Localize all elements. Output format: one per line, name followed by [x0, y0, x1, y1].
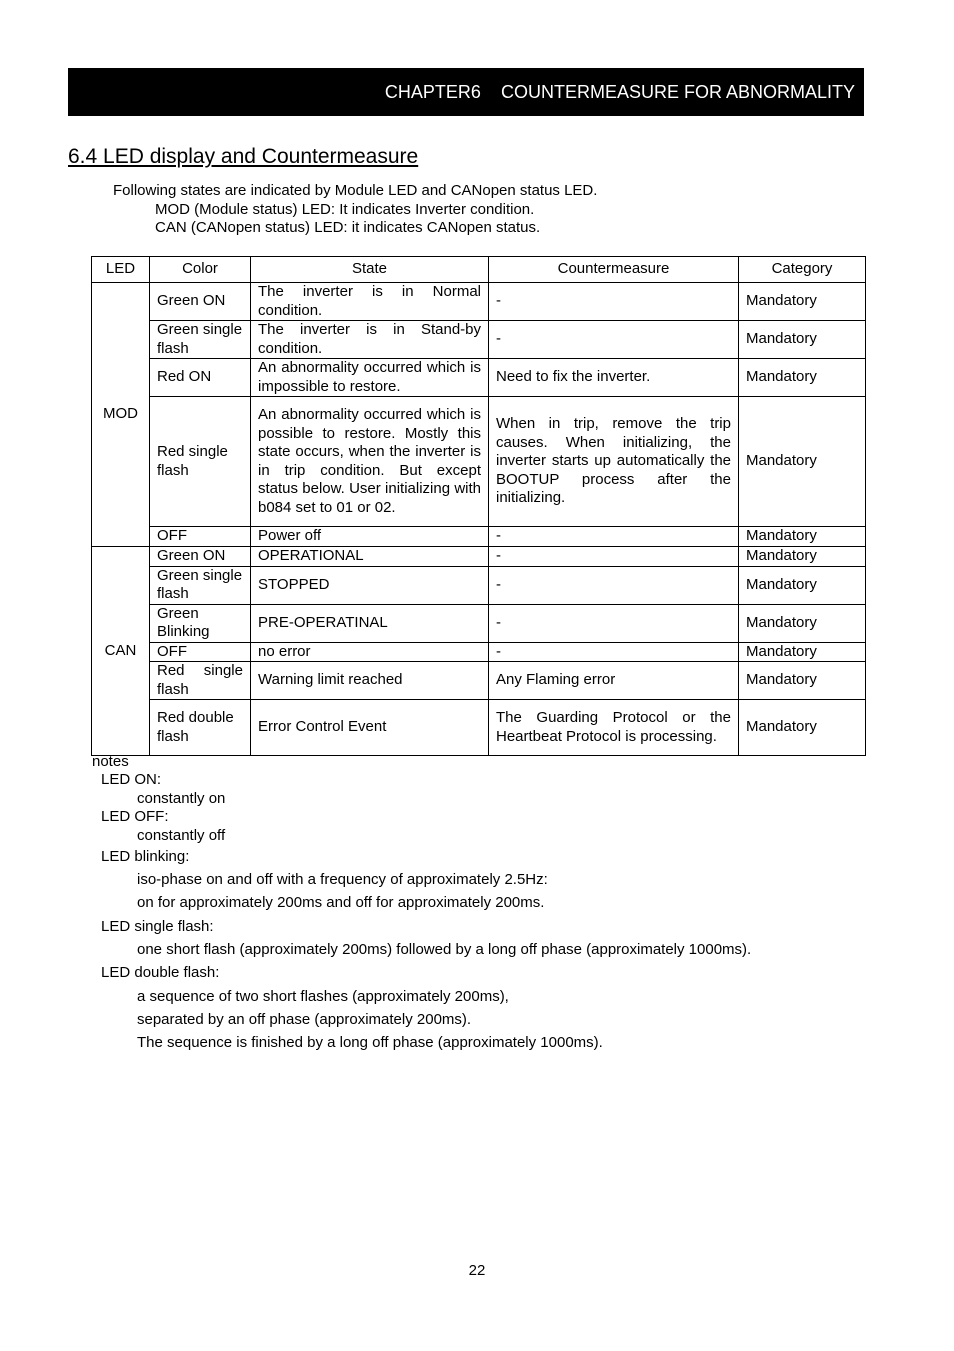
- countermeasure-cell: Any Flaming error: [489, 662, 739, 700]
- state-cell: Error Control Event: [251, 700, 489, 756]
- category-cell: Mandatory: [739, 642, 866, 662]
- note-desc: iso-phase on and off with a frequency of approximately 2.5Hz:: [137, 871, 548, 888]
- category-cell: Mandatory: [739, 527, 866, 547]
- category-cell: Mandatory: [739, 700, 866, 756]
- intro-line: Following states are indicated by Module LED and CANopen status LED.: [113, 182, 598, 199]
- table-row: [92, 527, 866, 547]
- note-desc: separated by an off phase (approximately 200ms).: [137, 1011, 472, 1028]
- countermeasure-cell: -: [489, 604, 739, 642]
- countermeasure-cell: -: [489, 642, 739, 662]
- intro-line: MOD (Module status) LED: It indicates Inverter condition.: [155, 200, 535, 218]
- color-cell: Green single flash: [150, 321, 251, 359]
- chapter-banner: [68, 68, 864, 116]
- table-row: [92, 642, 866, 662]
- note-term: LED OFF:: [101, 808, 169, 825]
- table-row: [92, 604, 866, 642]
- header-led: LED: [92, 257, 150, 283]
- category-cell: Mandatory: [739, 359, 866, 397]
- color-cell: Red single flash: [150, 662, 251, 700]
- state-cell: An abnormality occurred which is impossible to restore.: [251, 359, 489, 397]
- countermeasure-cell: -: [489, 546, 739, 566]
- category-cell: Mandatory: [739, 397, 866, 527]
- led-mod: MOD: [92, 283, 150, 547]
- color-cell: OFF: [150, 527, 251, 547]
- state-cell: no error: [251, 642, 489, 662]
- category-cell: Mandatory: [739, 546, 866, 566]
- color-cell: Green ON: [150, 283, 251, 321]
- header-state: State: [251, 257, 489, 283]
- table-header-row: [92, 257, 866, 283]
- table-row: [92, 283, 866, 321]
- chapter-title: COUNTERMEASURE FOR ABNORMALITY: [500, 81, 855, 102]
- note-desc: constantly off: [137, 827, 226, 844]
- category-cell: Mandatory: [739, 604, 866, 642]
- note-term: LED double flash:: [101, 964, 220, 981]
- table-row: [92, 359, 866, 397]
- state-cell: Power off: [251, 527, 489, 547]
- category-cell: Mandatory: [739, 566, 866, 604]
- category-cell: Mandatory: [739, 662, 866, 700]
- chapter-label: CHAPTER6: [384, 81, 481, 102]
- color-cell: Red double flash: [150, 700, 251, 756]
- color-cell: Green Blinking: [150, 604, 251, 642]
- state-cell: Warning limit reached: [251, 662, 489, 700]
- table-row: [92, 546, 866, 566]
- notes-title: notes: [92, 753, 129, 770]
- state-cell: The inverter is in Normal condition.: [251, 283, 489, 321]
- led-can: CAN: [92, 546, 150, 756]
- page-number: 22: [468, 1262, 486, 1279]
- table-row: [92, 566, 866, 604]
- state-cell: The inverter is in Stand-by condition.: [251, 321, 489, 359]
- header-countermeasure: Countermeasure: [489, 257, 739, 283]
- note-term: LED ON:: [101, 771, 162, 788]
- countermeasure-cell: -: [489, 566, 739, 604]
- header-color: Color: [150, 257, 251, 283]
- note-desc: on for approximately 200ms and off for approximately 200ms.: [137, 894, 545, 911]
- table-row: [92, 700, 866, 756]
- state-cell: STOPPED: [251, 566, 489, 604]
- table-row: [92, 397, 866, 527]
- color-cell: Red single flash: [150, 397, 251, 527]
- category-cell: Mandatory: [739, 283, 866, 321]
- state-cell: OPERATIONAL: [251, 546, 489, 566]
- color-cell: Red ON: [150, 359, 251, 397]
- color-cell: OFF: [150, 642, 251, 662]
- note-term: LED single flash:: [101, 918, 214, 935]
- table-row: [92, 321, 866, 359]
- color-cell: Green ON: [150, 546, 251, 566]
- note-desc: a sequence of two short flashes (approximately 200ms),: [137, 988, 509, 1005]
- table-row: [92, 662, 866, 700]
- note-desc: constantly on: [137, 790, 226, 807]
- intro-text: [113, 182, 597, 238]
- countermeasure-cell: -: [489, 283, 739, 321]
- countermeasure-cell: -: [489, 321, 739, 359]
- state-cell: PRE-OPERATINAL: [251, 604, 489, 642]
- note-term: LED blinking:: [101, 848, 190, 865]
- category-cell: Mandatory: [739, 321, 866, 359]
- countermeasure-cell: When in trip, remove the trip causes. When initializing, the inverter starts up automatically the BOOTUP process after the initializing.: [489, 397, 739, 527]
- color-cell: Green single flash: [150, 566, 251, 604]
- countermeasure-cell: The Guarding Protocol or the Heartbeat Protocol is processing.: [489, 700, 739, 756]
- note-desc: one short flash (approximately 200ms) followed by a long off phase (approximately 1000ms).: [137, 941, 752, 958]
- header-category: Category: [739, 257, 866, 283]
- countermeasure-cell: -: [489, 527, 739, 547]
- countermeasure-cell: Need to fix the inverter.: [489, 359, 739, 397]
- state-cell: An abnormality occurred which is possible to restore. Mostly this state occurs, when the inverter is in trip condition. But except status below. User initializing with b084 set to 01 or 02.: [251, 397, 489, 527]
- led-table: [91, 256, 866, 756]
- note-desc: The sequence is finished by a long off phase (approximately 1000ms).: [137, 1034, 603, 1051]
- intro-line: CAN (CANopen status) LED: it indicates CANopen status.: [155, 219, 541, 236]
- section-title: 6.4 LED display and Countermeasure: [68, 145, 419, 168]
